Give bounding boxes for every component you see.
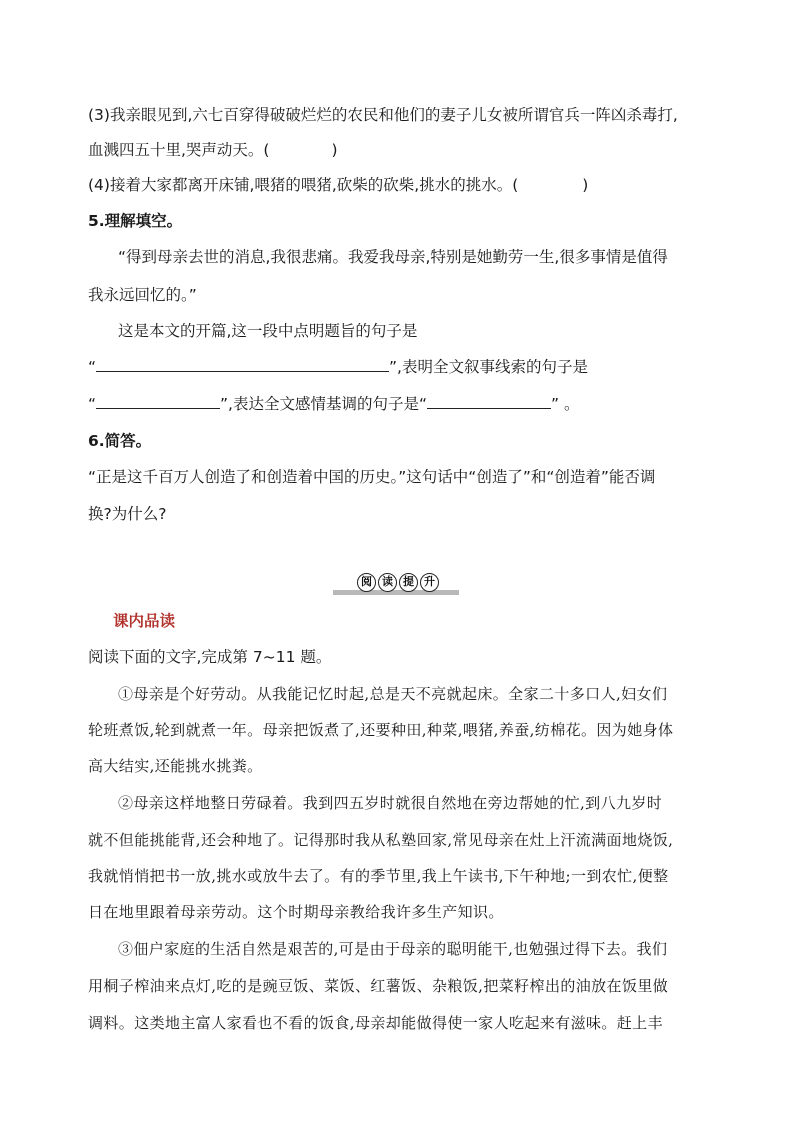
passage-p1-line-2: 轮班煮饭,轮到就煮一年。母亲把饭煮了,还要种田,种菜,喂猪,养蚕,纺棉花。因为她身体 <box>88 721 674 739</box>
section-badge-4: 升 <box>420 573 439 592</box>
passage-p2-line-1: ②母亲这样地整日劳碌着。我到四五岁时就很自然地在旁边帮她的忙,到八九岁时 <box>118 794 663 812</box>
fill-blank-clue[interactable] <box>96 394 220 409</box>
fill-text-end: ” 。 <box>551 395 580 413</box>
passage-p2-line-2: 就不但能挑能背,还会种地了。记得那时我从私塾回家,常见母亲在灶上汗流满面地烧饭, <box>88 831 674 849</box>
subheading-in-class-reading: 课内品读 <box>113 612 176 630</box>
question-5-fill-line-2 <box>88 393 718 415</box>
passage-p1-line-1: ①母亲是个好劳动。从我能记忆时起,总是天不亮就起床。全家二十多口人,妇女们 <box>118 685 668 703</box>
fill-blank-tone[interactable] <box>427 394 551 409</box>
question-3-text: 血溅四五十里,哭声动天。( <box>88 141 270 159</box>
open-quote: “ <box>88 358 97 376</box>
section-rule <box>333 590 459 595</box>
question-4-text: (4)接着大家都离开床铺,喂猪的喂猪,砍柴的砍柴,挑水的挑水。( <box>88 176 519 194</box>
question-4-close: ) <box>582 176 589 194</box>
fill-text-2: ”,表达全文感情基调的句子是“ <box>220 395 428 413</box>
question-5-quote-line-2: 我永远回忆的。” <box>88 286 197 304</box>
fill-text-1: ”,表明全文叙事线索的句子是 <box>389 358 588 376</box>
passage-p3-line-3: 调料。这类地主富人家看也不看的饭食,母亲却能做得使一家人吃起来有滋味。赶上丰 <box>88 1014 663 1032</box>
passage-p3-line-2: 用桐子榨油来点灯,吃的是豌豆饭、菜饭、红薯饭、杂粮饭,把菜籽榨出的油放在饭里做 <box>88 977 669 995</box>
fill-blank-theme[interactable] <box>96 357 389 372</box>
question-5-fill-line-1 <box>88 356 718 378</box>
section-badge-2: 读 <box>378 573 397 592</box>
question-5-quote-line-1: “得到母亲去世的消息,我很悲痛。我爱我母亲,特别是她勤劳一生,很多事情是值得 <box>118 248 668 266</box>
open-quote: “ <box>88 395 97 413</box>
question-4-line <box>88 174 718 196</box>
question-3-line-2 <box>88 139 718 161</box>
question-5-title: 5.理解填空。 <box>88 212 183 230</box>
passage-p3-line-1: ③佃户家庭的生活自然是艰苦的,可是由于母亲的聪明能干,也勉强过得下去。我们 <box>118 940 668 958</box>
passage-p2-line-4: 日在地里跟着母亲劳动。这个时期母亲教给我许多生产知识。 <box>88 903 504 921</box>
reading-instruction: 阅读下面的文字,完成第 7~11 题。 <box>88 648 332 666</box>
question-3-line-1: (3)我亲眼见到,六七百穿得破破烂烂的农民和他们的妻子儿女被所谓官兵一阵凶杀毒打, <box>88 106 678 124</box>
question-3-close: ) <box>331 141 338 159</box>
section-header-reading <box>333 573 459 595</box>
section-badge-1: 阅 <box>357 573 376 592</box>
passage-p2-line-3: 我就悄悄把书一放,挑水或放牛去了。有的季节里,我上午读书,下午种地;一到农忙,便整 <box>88 867 669 885</box>
question-6-line-2: 换?为什么? <box>88 505 167 523</box>
question-6-title: 6.简答。 <box>88 432 152 450</box>
question-5-lead: 这是本文的开篇,这一段中点明题旨的句子是 <box>118 322 418 340</box>
section-badge-3: 提 <box>399 573 418 592</box>
question-6-line-1: “正是这千百万人创造了和创造着中国的历史。”这句话中“创造了”和“创造着”能否调 <box>88 468 656 486</box>
passage-p1-line-3: 高大结实,还能挑水挑粪。 <box>88 757 263 775</box>
